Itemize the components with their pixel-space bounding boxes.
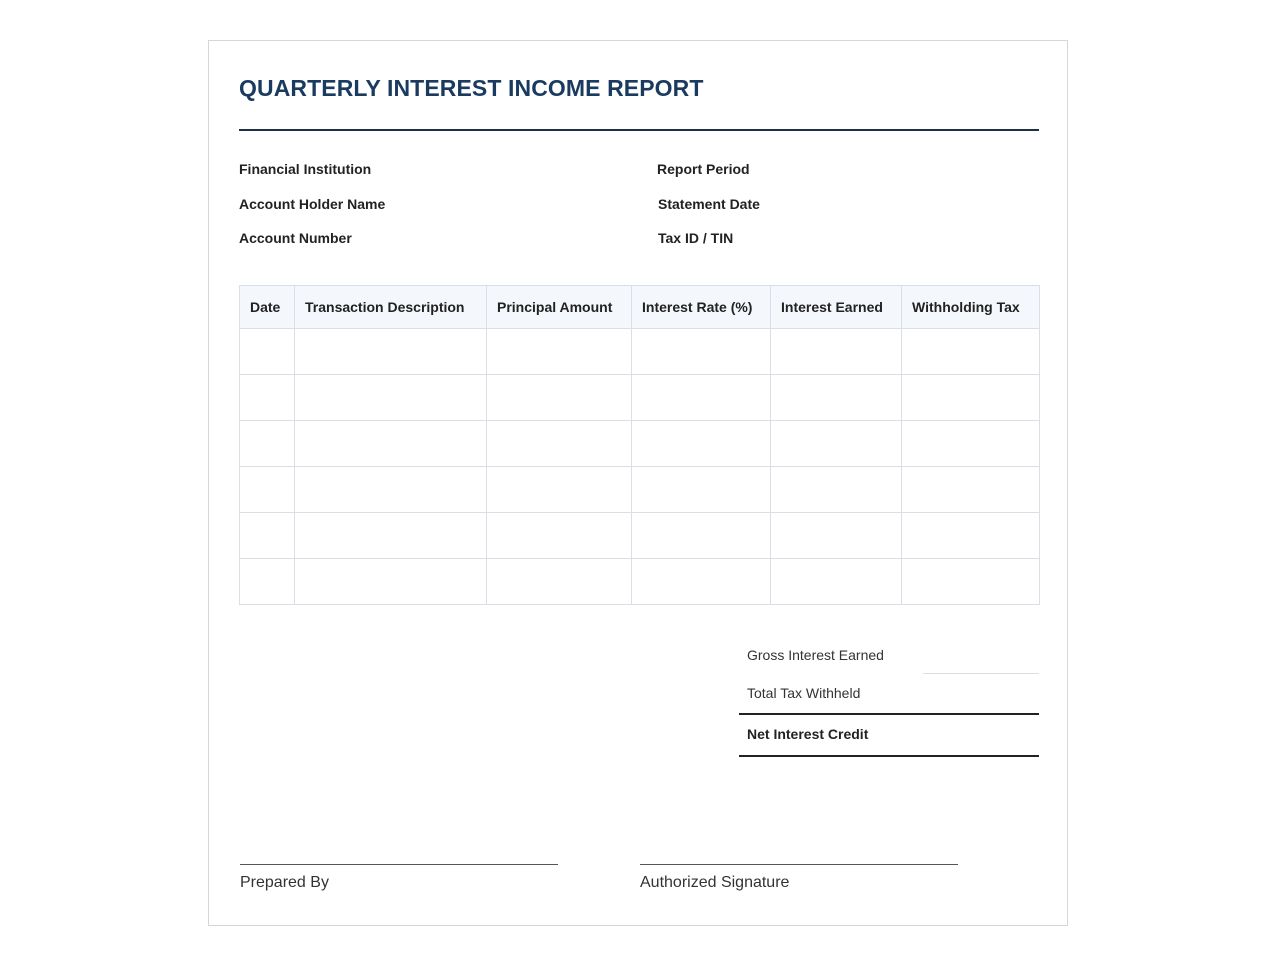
column-header-interest-earned: Interest Earned xyxy=(771,286,902,329)
prepared-by-signature xyxy=(240,864,558,892)
table-cell[interactable] xyxy=(240,375,295,421)
signature-line[interactable] xyxy=(240,864,558,865)
table-row xyxy=(240,421,1040,467)
statement-date-label: Statement Date xyxy=(658,196,760,212)
transactions-table xyxy=(239,285,1040,605)
table-cell[interactable] xyxy=(487,513,632,559)
tax-id-label: Tax ID / TIN xyxy=(658,230,734,246)
table-cell[interactable] xyxy=(487,467,632,513)
signature-line[interactable] xyxy=(640,864,958,865)
column-header-withholding-tax: Withholding Tax xyxy=(902,286,1040,329)
total-tax-row xyxy=(739,675,1039,713)
table-cell[interactable] xyxy=(771,329,902,375)
table-cell[interactable] xyxy=(487,329,632,375)
table-cell[interactable] xyxy=(240,513,295,559)
table-row xyxy=(240,375,1040,421)
table-cell[interactable] xyxy=(295,375,487,421)
title-divider xyxy=(239,129,1039,131)
report-period-label: Report Period xyxy=(657,161,750,177)
table-cell[interactable] xyxy=(632,559,771,605)
table-cell[interactable] xyxy=(632,329,771,375)
table-cell[interactable] xyxy=(487,421,632,467)
prepared-by-label: Prepared By xyxy=(240,874,329,891)
column-header-description: Transaction Description xyxy=(295,286,487,329)
authorized-signature-label: Authorized Signature xyxy=(640,874,790,891)
net-interest-row xyxy=(739,713,1039,757)
financial-institution-label: Financial Institution xyxy=(239,161,372,177)
net-interest-label: Net Interest Credit xyxy=(747,726,869,742)
table-cell[interactable] xyxy=(295,421,487,467)
table-cell[interactable] xyxy=(295,329,487,375)
gross-interest-label: Gross Interest Earned xyxy=(747,647,884,663)
table-cell[interactable] xyxy=(902,559,1040,605)
authorized-signature xyxy=(640,864,958,892)
table-cell[interactable] xyxy=(240,559,295,605)
table-header-row xyxy=(240,286,1040,329)
table-cell[interactable] xyxy=(902,513,1040,559)
table-cell[interactable] xyxy=(295,467,487,513)
gross-interest-row xyxy=(739,637,1039,675)
table-cell[interactable] xyxy=(487,559,632,605)
table-cell[interactable] xyxy=(240,421,295,467)
column-header-principal: Principal Amount xyxy=(487,286,632,329)
table-row xyxy=(240,467,1040,513)
table-cell[interactable] xyxy=(487,375,632,421)
report-page xyxy=(208,40,1068,926)
column-header-interest-rate: Interest Rate (%) xyxy=(632,286,771,329)
table-row xyxy=(240,559,1040,605)
table-cell[interactable] xyxy=(295,513,487,559)
table-cell[interactable] xyxy=(902,329,1040,375)
column-header-date: Date xyxy=(240,286,295,329)
interest-summary xyxy=(739,637,1039,757)
table-cell[interactable] xyxy=(902,375,1040,421)
table-cell[interactable] xyxy=(295,559,487,605)
table-cell[interactable] xyxy=(902,421,1040,467)
table-row xyxy=(240,513,1040,559)
table-cell[interactable] xyxy=(632,467,771,513)
table-cell[interactable] xyxy=(771,559,902,605)
table-cell[interactable] xyxy=(771,467,902,513)
table-cell[interactable] xyxy=(632,513,771,559)
table-cell[interactable] xyxy=(632,375,771,421)
table-cell[interactable] xyxy=(240,329,295,375)
table-cell[interactable] xyxy=(771,421,902,467)
account-number-label: Account Number xyxy=(239,230,352,246)
table-cell[interactable] xyxy=(240,467,295,513)
table-cell[interactable] xyxy=(771,375,902,421)
page-title: QUARTERLY INTEREST INCOME REPORT xyxy=(239,75,704,101)
table-row xyxy=(240,329,1040,375)
account-holder-name-label: Account Holder Name xyxy=(239,196,386,212)
gross-interest-value-line xyxy=(923,673,1039,674)
table-cell[interactable] xyxy=(632,421,771,467)
table-cell[interactable] xyxy=(902,467,1040,513)
table-cell[interactable] xyxy=(771,513,902,559)
total-tax-label: Total Tax Withheld xyxy=(747,685,861,701)
